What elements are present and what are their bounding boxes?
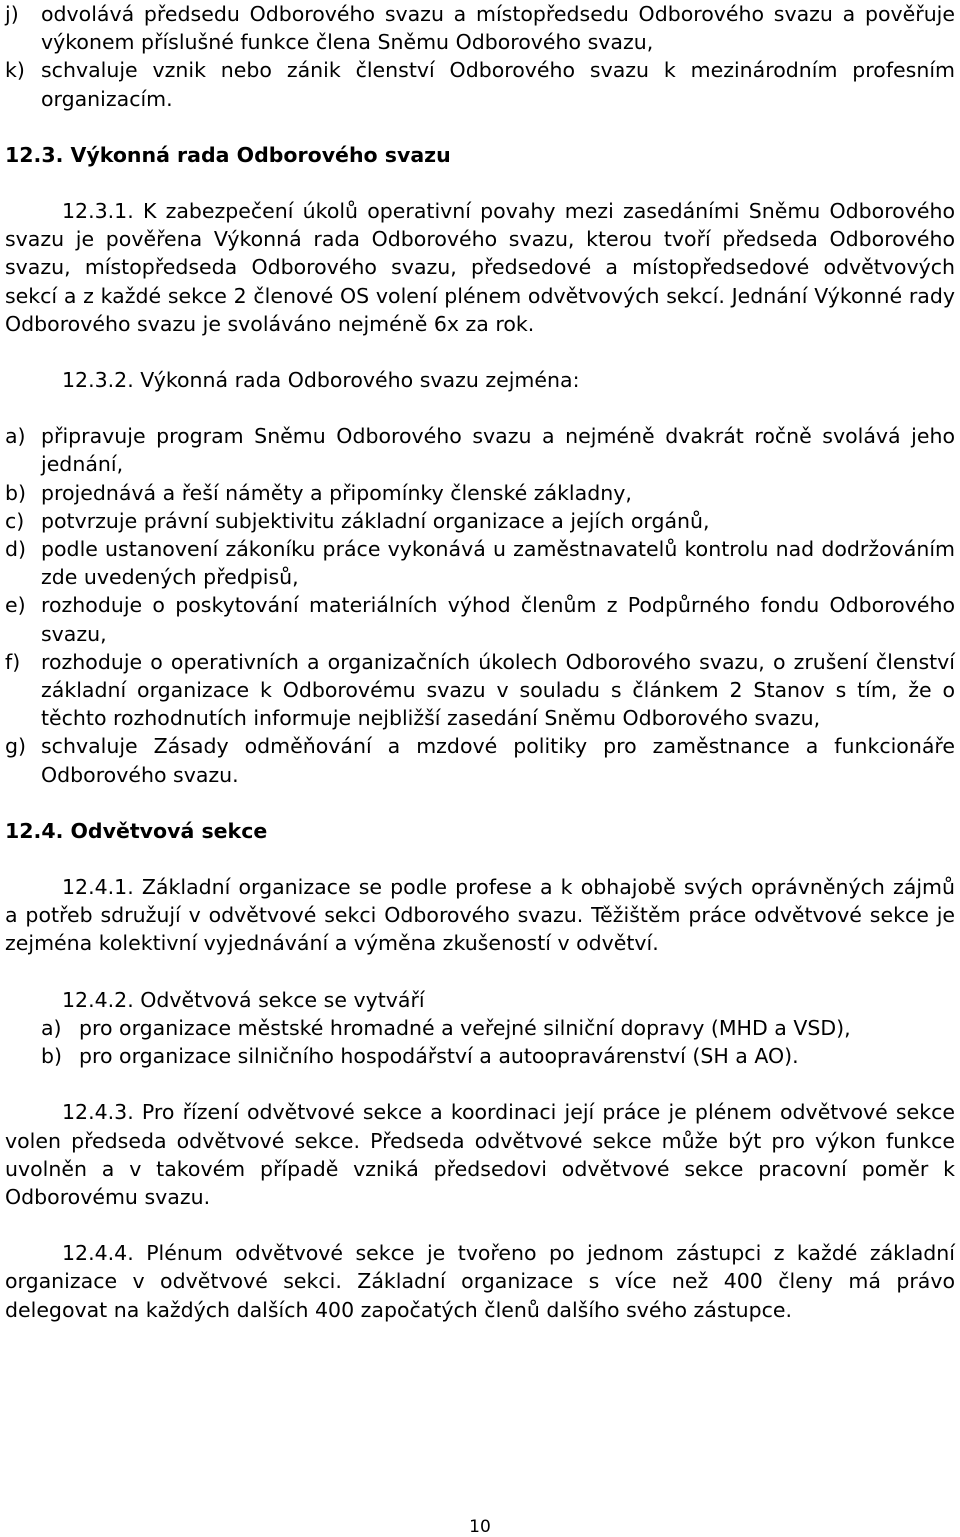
list-text: pro organizace městské hromadné a veřejné silniční dopravy (MHD a VSD), <box>79 1015 851 1040</box>
section-heading-12-4: 12.4. Odvětvová sekce <box>5 818 268 843</box>
list-item-c <box>5 507 955 535</box>
list-label: e) <box>5 593 26 618</box>
list-text: schvaluje Zásady odměňování a mzdové politiky pro zaměstnance a funkcionáře Odborového svazu. <box>41 734 955 787</box>
section-heading-12-3: 12.3. Výkonná rada Odborového svazu <box>5 142 451 167</box>
list-label: d) <box>5 537 27 562</box>
list-item-d <box>5 535 955 591</box>
list-item-e <box>5 591 955 647</box>
paragraph-12-4-1 <box>5 873 955 958</box>
paragraph-12-4-3 <box>5 1098 955 1211</box>
page-number: 10 <box>469 1517 491 1537</box>
list-item-j <box>5 0 955 56</box>
list-text: připravuje program Sněmu Odborového svazu a nejméně dvakrát ročně svolává jeho jednání, <box>41 424 955 477</box>
list-item-g <box>5 732 955 788</box>
paragraph-12-4-2 <box>5 986 955 1014</box>
paragraph-text: Odvětvová sekce se vytváří <box>140 987 425 1012</box>
sublist-item-b <box>5 1042 955 1070</box>
list-label: a) <box>5 424 26 449</box>
list-text: potvrzuje právní subjektivitu základní organizace a jejích orgánů, <box>41 508 710 533</box>
paragraph-number: 12.4.4. <box>62 1241 134 1266</box>
list-label: j) <box>5 2 19 26</box>
paragraph-12-4-4 <box>5 1239 955 1324</box>
list-item-k <box>5 56 955 112</box>
list-label: f) <box>5 649 21 674</box>
list-text: rozhoduje o poskytování materiálních výhod členům z Podpůrného fondu Odborového svazu, <box>41 593 955 646</box>
list-item-b <box>5 479 955 507</box>
paragraph-number: 12.4.2. <box>62 987 134 1012</box>
paragraph-number: 12.3.1. <box>62 199 134 224</box>
document-page <box>5 0 955 1324</box>
paragraph-text: Pro řízení odvětvové sekce a koordinaci její práce je plénem odvětvové sekce volen předseda odvětvové sekce. Předseda odvětvové sekce může být pro výkon funkce uvolněn a v takovém případě vzniká předsedovi odvětvové sekce pracovní poměr k Odborovému svazu. <box>5 1100 955 1209</box>
list-text: schvaluje vznik nebo zánik členství Odborového svazu k mezinárodním profesním organizacím. <box>41 58 955 111</box>
paragraph-number: 12.3.2. <box>62 368 134 393</box>
list-text: projednává a řeší náměty a připomínky členské základny, <box>41 480 632 505</box>
list-label: b) <box>41 1044 63 1069</box>
paragraph-text: Základní organizace se podle profese a k obhajobě svých oprávněných zájmů a potřeb sdružují v odvětvové sekci Odborového svazu. Těžištěm práce odvětvové sekce je zejména kolektivní vyjednávání a výměna zkušeností v odvětví. <box>5 875 955 956</box>
list-text: odvolává předsedu Odborového svazu a místopředsedu Odborového svazu a pověřuje výkonem příslušné funkce člena Sněmu Odborového svazu, <box>41 2 955 55</box>
list-text: pro organizace silničního hospodářství a autoopravárenství (SH a AO). <box>79 1044 799 1069</box>
paragraph-text: Výkonná rada Odborového svazu zejména: <box>140 368 580 393</box>
list-label: b) <box>5 480 27 505</box>
paragraph-12-3-2 <box>5 366 955 394</box>
paragraph-number: 12.4.3. <box>62 1100 134 1125</box>
list-label: c) <box>5 508 25 533</box>
list-item-f <box>5 648 955 733</box>
list-text: rozhoduje o operativních a organizačních úkolech Odborového svazu, o zrušení členství základní organizace k Odborovému svazu v souladu s článkem 2 Stanov s tím, že o těchto rozhodnutích informuje nejbližší zasedání Sněmu Odborového svazu, <box>41 649 955 731</box>
list-text: podle ustanovení zákoníku práce vykonává u zaměstnavatelů kontrolu nad dodržováním zde uvedených předpisů, <box>41 537 955 590</box>
paragraph-number: 12.4.1. <box>62 875 134 900</box>
paragraph-text: Plénum odvětvové sekce je tvořeno po jednom zástupci z každé základní organizace v odvětvové sekci. Základní organizace s více než 400 členy má právo delegovat na každých dalších 400 započatých členů dalšího svého zástupce. <box>5 1241 955 1322</box>
list-item-a <box>5 422 955 478</box>
list-label: a) <box>41 1015 62 1040</box>
list-label: k) <box>5 58 25 83</box>
sublist-item-a <box>5 1014 955 1042</box>
list-label: g) <box>5 734 27 759</box>
paragraph-text: K zabezpečení úkolů operativní povahy mezi zasedáními Sněmu Odborového svazu je pověřena Výkonná rada Odborového svazu, kterou tvoří předseda Odborového svazu, místopředseda Odborového svazu, předsedové a místopředsedové odvětvových sekcí a z každé sekce 2 členové OS volení plénem odvětvových sekcí. Jednání Výkonné rady Odborového svazu je svoláváno nejméně 6x za rok. <box>5 199 955 336</box>
paragraph-12-3-1 <box>5 197 955 338</box>
